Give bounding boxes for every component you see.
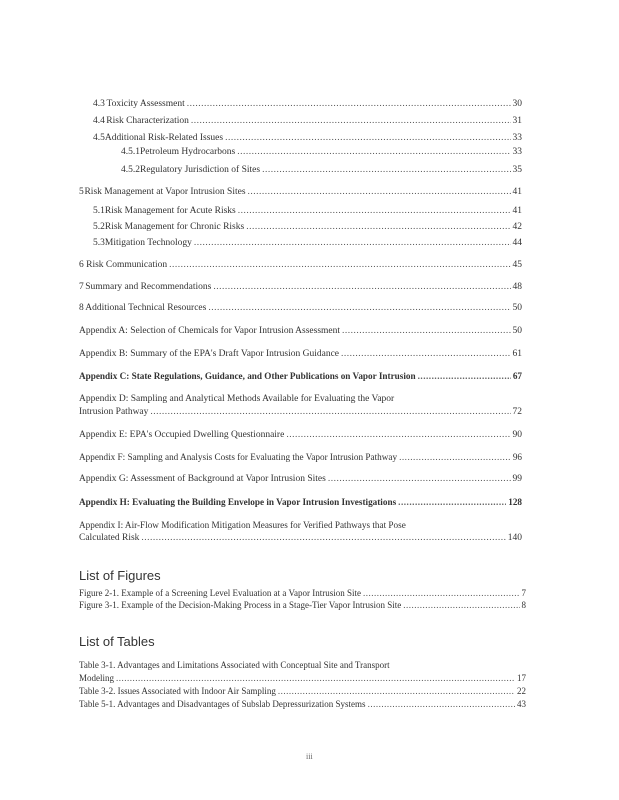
toc-appendix-entry[interactable]	[79, 325, 522, 337]
toc-entry-number: 5.1	[93, 206, 105, 216]
toc-entry-number: 4.4	[93, 116, 105, 126]
toc-entry-page: 45	[512, 260, 522, 270]
toc-entry-page: 42	[512, 222, 522, 232]
toc-appendix-entry[interactable]	[79, 532, 522, 544]
toc-entry-title: Risk Management for Acute Risks	[104, 206, 236, 216]
dot-leader	[238, 205, 511, 217]
toc-appendix-entry[interactable]	[79, 451, 522, 463]
toc-entry-number: 4.5.1	[121, 147, 140, 157]
toc-entry-title: Summary and Recommendations	[85, 282, 212, 292]
toc-entry-page: 41	[512, 187, 522, 197]
toc-appendix-entry[interactable]	[79, 473, 522, 485]
toc-entry-title: Risk Characterization	[106, 116, 189, 126]
toc-entry-title: Appendix A: Selection of Chemicals for Vapor Intrusion Assessment	[79, 326, 341, 336]
toc-entry-title: Additional Risk-Related Issues	[104, 133, 224, 143]
toc-entry-title: Appendix H: Evaluating the Building Envelope in Vapor Intrusion Investigations	[79, 497, 397, 507]
table-entry[interactable]	[79, 698, 526, 710]
toc-entry-number: 6	[79, 260, 84, 270]
toc-entry-title: Appendix B: Summary of the EPA's Draft Vapor Intrusion Guidance	[79, 349, 340, 359]
toc-appendix-entry[interactable]	[79, 406, 522, 418]
table-entry[interactable]	[79, 672, 526, 684]
toc-appendix-entry-line1[interactable]: Appendix D: Sampling and Analytical Methods Available for Evaluating the Vapor	[79, 394, 395, 404]
toc-entry-page: 44	[512, 238, 522, 248]
dot-leader	[141, 532, 505, 544]
toc-entry-page: 31	[512, 116, 522, 126]
toc-appendix-entry-line1[interactable]: Appendix I: Air-Flow Modification Mitigation Measures for Verified Pathways that Pose	[79, 520, 406, 530]
toc-entry-title: Mitigation Technology	[104, 238, 192, 248]
table-entry-page: 43	[517, 699, 526, 709]
toc-entry-title: Appendix F: Sampling and Analysis Costs for Evaluating the Vapor Intrusion Pathway	[79, 452, 398, 462]
toc-entry-title: Risk Management at Vapor Intrusion Sites	[84, 187, 246, 197]
table-entry-title: Table 5-1. Advantages and Disadvantages of Subslab Depressurization Systems	[79, 699, 366, 709]
table-entry[interactable]	[79, 685, 526, 697]
dot-leader	[399, 451, 511, 463]
toc-entry-title: Toxicity Assessment	[106, 99, 185, 109]
figure-entry[interactable]	[79, 599, 526, 611]
toc-entry-number: 5	[79, 187, 84, 197]
dot-leader	[341, 348, 510, 360]
toc-entry-number: 4.5.2	[121, 165, 140, 175]
dot-leader	[286, 429, 510, 441]
toc-entry-number: 5.2	[93, 222, 105, 232]
toc-entry-page: 30	[512, 99, 522, 109]
toc-entry-page: 128	[508, 497, 522, 507]
dot-leader	[398, 496, 506, 508]
toc-entry[interactable]	[79, 281, 522, 293]
toc-appendix-entry[interactable]	[79, 370, 522, 382]
toc-entry[interactable]	[121, 146, 522, 158]
toc-entry-title: Appendix C: State Regulations, Guidance, and Other Publications on Vapor Intrusion	[79, 371, 416, 381]
toc-entry-title: Risk Management for Chronic Risks	[104, 222, 245, 232]
table-entry-page: 17	[517, 673, 526, 683]
toc-entry-page: 33	[512, 147, 522, 157]
toc-entry-page: 41	[512, 206, 522, 216]
toc-entry-number: 8	[79, 303, 84, 313]
toc-entry-title: Calculated Risk	[79, 533, 140, 543]
table-entry-page: 22	[517, 686, 526, 696]
toc-entry-title: Regulatory Jurisdiction of Sites	[140, 165, 261, 175]
toc-entry-page: 67	[512, 371, 522, 381]
toc-appendix-entry[interactable]	[79, 429, 522, 441]
toc-entry-page: 48	[512, 282, 522, 292]
page-number-footer: iii	[306, 752, 313, 761]
dot-leader	[278, 685, 515, 697]
toc-entry-page: 96	[512, 452, 522, 462]
toc-entry[interactable]	[93, 237, 522, 249]
dot-leader	[150, 406, 510, 418]
toc-entry-page: 33	[512, 133, 522, 143]
figure-entry-page: 8	[521, 600, 526, 610]
toc-appendix-entry[interactable]	[79, 496, 522, 508]
dot-leader	[342, 325, 510, 337]
dot-leader	[187, 98, 511, 110]
dot-leader	[368, 698, 515, 710]
toc-entry-number: 7	[79, 282, 84, 292]
toc-entry-page: 90	[512, 430, 522, 440]
toc-entry[interactable]	[93, 205, 522, 217]
dot-leader	[213, 281, 510, 293]
figure-entry[interactable]	[79, 587, 526, 599]
toc-entry-title: Risk Communication	[86, 260, 168, 270]
toc-entry-page: 72	[512, 407, 522, 417]
dot-leader	[363, 587, 519, 599]
toc-entry-number: 4.5	[93, 133, 105, 143]
toc-entry-page: 140	[507, 533, 522, 543]
toc-entry-number: 5.3	[93, 238, 105, 248]
list-of-tables-heading: List of Tables	[79, 634, 155, 649]
table-entry-line1[interactable]: Table 3-1. Advantages and Limitations Associated with Conceptual Site and Transport	[79, 660, 390, 670]
list-of-figures-heading: List of Figures	[79, 568, 161, 583]
dot-leader	[248, 186, 511, 198]
figure-entry-title: Figure 2-1. Example of a Screening Level Evaluation at a Vapor Intrusion Site	[79, 588, 362, 598]
dot-leader	[191, 115, 511, 127]
toc-entry-title: Appendix G: Assessment of Background at Vapor Intrusion Sites	[79, 474, 326, 484]
toc-entry[interactable]	[93, 132, 522, 144]
dot-leader	[237, 146, 510, 158]
toc-entry[interactable]	[93, 221, 522, 233]
dot-leader	[208, 302, 510, 314]
toc-entry-title: Petroleum Hydrocarbons	[140, 147, 236, 157]
dot-leader	[418, 370, 511, 382]
toc-entry-page: 50	[512, 303, 522, 313]
dot-leader	[262, 164, 510, 176]
dot-leader	[169, 259, 510, 271]
toc-entry-title: Intrusion Pathway	[79, 407, 149, 417]
toc-entry[interactable]	[121, 164, 522, 176]
dot-leader	[403, 599, 519, 611]
toc-entry[interactable]	[93, 98, 522, 110]
figure-entry-page: 7	[521, 588, 526, 598]
table-entry-title: Modeling	[79, 673, 114, 683]
toc-entry-title: Additional Technical Resources	[85, 303, 207, 313]
dot-leader	[328, 473, 511, 485]
toc-entry-page: 50	[512, 326, 522, 336]
toc-entry[interactable]	[79, 302, 522, 314]
toc-entry[interactable]	[93, 115, 522, 127]
toc-entry-page: 99	[512, 474, 522, 484]
dot-leader	[246, 221, 510, 233]
dot-leader	[225, 132, 510, 144]
dot-leader	[116, 672, 515, 684]
table-entry-title: Table 3-2. Issues Associated with Indoor Air Sampling	[79, 686, 276, 696]
toc-entry[interactable]	[79, 186, 522, 198]
toc-entry[interactable]	[79, 259, 522, 271]
toc-entry-page: 35	[512, 165, 522, 175]
toc-appendix-entry[interactable]	[79, 348, 522, 360]
toc-entry-page: 61	[512, 349, 522, 359]
dot-leader	[194, 237, 511, 249]
toc-entry-number: 4.3	[93, 99, 105, 109]
toc-entry-title: Appendix E: EPA's Occupied Dwelling Questionnaire	[79, 430, 285, 440]
figure-entry-title: Figure 3-1. Example of the Decision-Making Process in a Stage-Tier Vapor Intrusion Site	[79, 600, 402, 610]
